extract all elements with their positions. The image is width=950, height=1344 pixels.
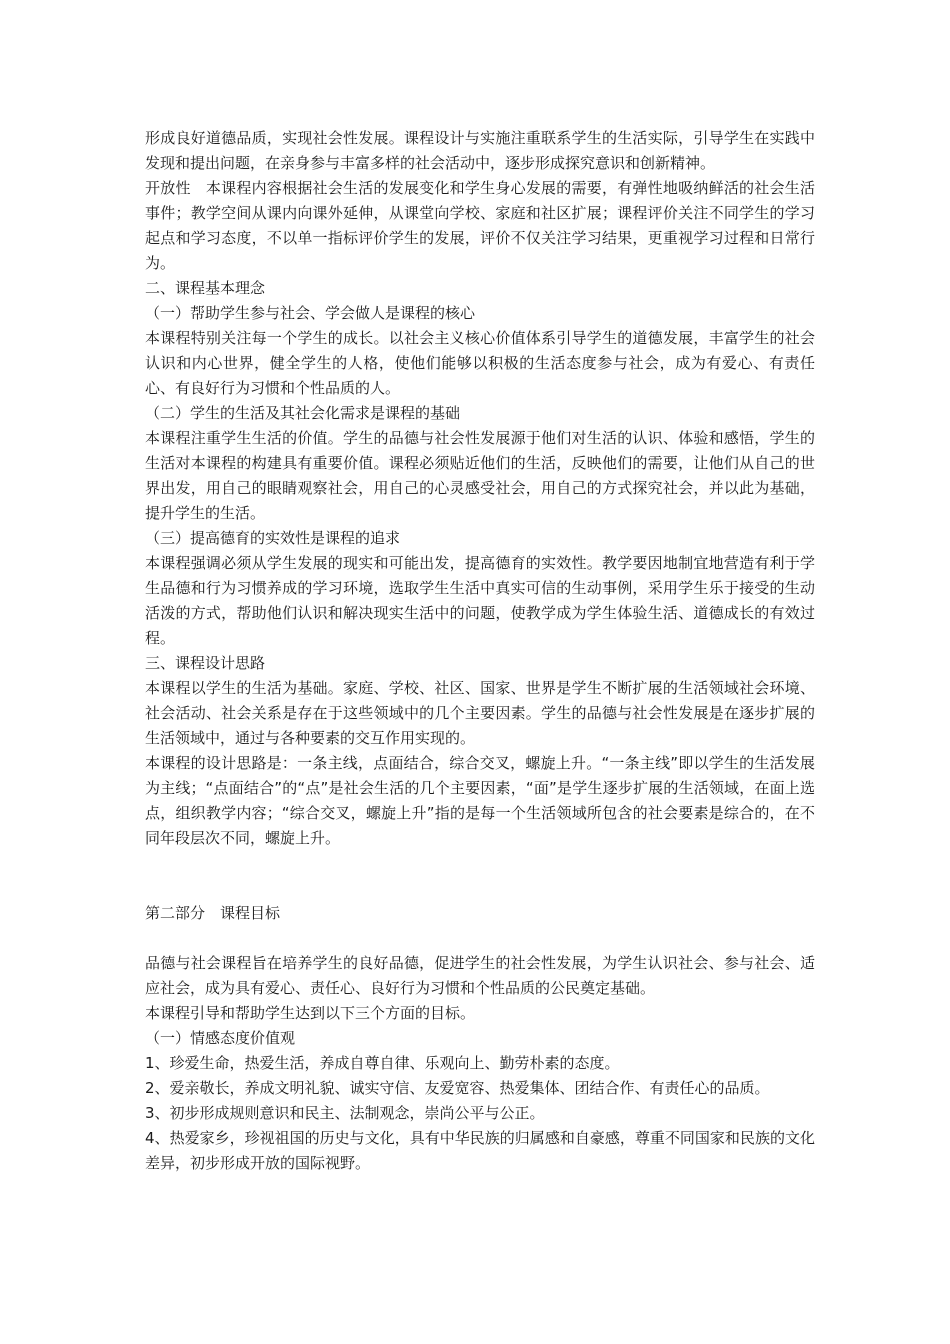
paragraph-openness: 开放性 本课程内容根据社会生活的发展变化和学生身心发展的需要，有弹性地吸纳鲜活的社会生活事件；教学空间从课内向课外延伸，从课堂向学校、家庭和社区扩展；课程评价关注不同学生的学习起点和学习态度，不以单一指标评价学生的发展，评价不仅关注学习结果，更重视学习过程和日常行为。	[145, 179, 815, 272]
part-heading: 第二部分 课程目标	[145, 904, 281, 922]
spacer	[145, 851, 815, 901]
section-heading-design: 三、课程设计思路	[145, 654, 266, 672]
paragraph-core: 本课程特别关注每一个学生的成长。以社会主义核心价值体系引导学生的道德发展，丰富学生的社会认识和内心世界，健全学生的人格，使他们能够以积极的生活态度参与社会，成为有爱心、有责任心、有良好行为习惯和个性品质的人。	[145, 329, 815, 397]
subheading-pursuit: （三）提高德育的实效性是课程的追求	[145, 529, 401, 547]
section-heading-basic-ideas: 二、课程基本理念	[145, 279, 266, 297]
paragraph-design-approach: 本课程的设计思路是：一条主线，点面结合，综合交叉，螺旋上升。“一条主线”即以学生的生活发展为主线；“点面结合”的“点”是社会生活的几个主要因素，“面”是学生逐步扩展的生活领域，在面上选点，组织教学内容；“综合交叉，螺旋上升”指的是每一个生活领域所包含的社会要素是综合的，在不同年段层次不同，螺旋上升。	[145, 754, 815, 847]
list-item-goal-1: 1、珍爱生命，热爱生活，养成自尊自律、乐观向上、勤劳朴素的态度。	[145, 1054, 620, 1072]
list-item-goal-2: 2、爱亲敬长，养成文明礼貌、诚实守信、友爱宽容、热爱集体、团结合作、有责任心的品质。	[145, 1079, 770, 1097]
paragraph-foundation: 本课程注重学生生活的价值。学生的品德与社会性发展源于他们对生活的认识、体验和感悟，学生的生活对本课程的构建具有重要价值。课程必须贴近他们的生活，反映他们的需要，让他们从自己的世界出发，用自己的眼睛观察社会，用自己的心灵感受社会，用自己的方式探究社会，并以此为基础，提升学生的生活。	[145, 429, 815, 522]
paragraph-goal-summary: 本课程引导和帮助学生达到以下三个方面的目标。	[145, 1004, 476, 1022]
subheading-emotion-values: （一）情感态度价值观	[145, 1029, 296, 1047]
spacer	[145, 926, 815, 951]
paragraph-design-basis: 本课程以学生的生活为基础。家庭、学校、社区、国家、世界是学生不断扩展的生活领域社会环境、社会活动、社会关系是存在于这些领域中的几个主要因素。学生的品德与社会性发展是在逐步扩展的生活领域中，通过与各种要素的交互作用实现的。	[145, 679, 815, 747]
list-item-goal-3: 3、初步形成规则意识和民主、法制观念，崇尚公平与公正。	[145, 1104, 545, 1122]
document-page	[145, 126, 815, 1176]
paragraph-goal-intro: 品德与社会课程旨在培养学生的良好品德，促进学生的社会性发展，为学生认识社会、参与社会、适应社会，成为具有爱心、责任心、良好行为习惯和个性品质的公民奠定基础。	[145, 954, 815, 997]
subheading-core: （一）帮助学生参与社会、学会做人是课程的核心	[145, 304, 476, 322]
list-item-goal-4: 4、热爱家乡，珍视祖国的历史与文化，具有中华民族的归属感和自豪感，尊重不同国家和民族的文化差异，初步形成开放的国际视野。	[145, 1129, 815, 1172]
paragraph-pursuit: 本课程强调必须从学生发展的现实和可能出发，提高德育的实效性。教学要因地制宜地营造有利于学生品德和行为习惯养成的学习环境，选取学生生活中真实可信的生动事例，采用学生乐于接受的生动活泼的方式，帮助他们认识和解决现实生活中的问题，使教学成为学生体验生活、道德成长的有效过程。	[145, 554, 815, 647]
paragraph-characteristics-continued: 形成良好道德品质，实现社会性发展。课程设计与实施注重联系学生的生活实际，引导学生在实践中发现和提出问题，在亲身参与丰富多样的社会活动中，逐步形成探究意识和创新精神。	[145, 129, 815, 172]
subheading-foundation: （二）学生的生活及其社会化需求是课程的基础	[145, 404, 461, 422]
